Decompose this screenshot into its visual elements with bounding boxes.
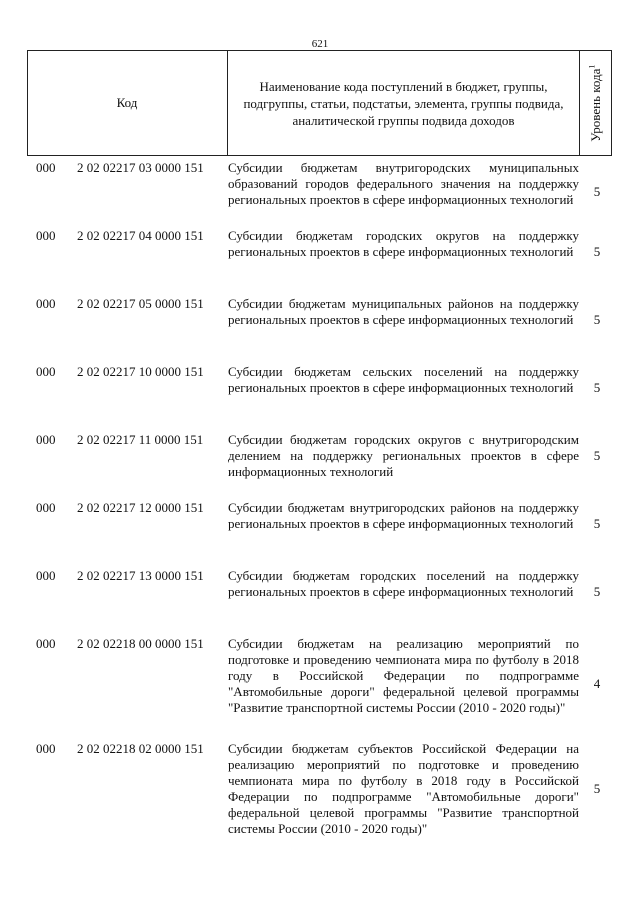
header-level-label	[587, 64, 603, 141]
header-level	[580, 51, 611, 155]
admin-code: 000	[36, 568, 56, 583]
table-row	[27, 364, 612, 432]
page-number: 621	[311, 38, 329, 50]
income-name: Субсидии бюджетам городских округов на поддержку региональных проектов в сфере информационных технологий	[228, 228, 579, 259]
income-name: Субсидии бюджетам городских поселений на поддержку региональных проектов в сфере информационных технологий	[228, 568, 579, 599]
income-code: 2 02 02217 11 0000 151	[77, 432, 204, 447]
income-name: Субсидии бюджетам на реализацию мероприятий по подготовке и проведению чемпионата мира по футболу в 2018 году в Российской Федерации по подпрограмме "Автомобильные дороги" федеральной целевой программы "Развитие транспортной системы России (2010 - 2020 годы)"	[228, 636, 579, 715]
header-name: Наименование кода поступлений в бюджет, группы, подгруппы, статьи, подстатьи, элемента, группы подвида, аналитической группы подвида доходов	[243, 78, 564, 128]
admin-code: 000	[36, 296, 56, 311]
table-row	[27, 568, 612, 636]
admin-code: 000	[36, 636, 56, 651]
header-divider	[611, 51, 612, 155]
admin-code: 000	[36, 432, 56, 447]
income-code: 2 02 02218 00 0000 151	[77, 636, 204, 651]
admin-code: 000	[36, 364, 56, 379]
admin-code: 000	[36, 160, 56, 175]
code-level: 5	[593, 584, 601, 599]
income-code: 2 02 02218 02 0000 151	[77, 741, 204, 756]
code-level: 5	[593, 516, 601, 531]
table-body	[27, 160, 612, 846]
header-level-footnote: 1	[587, 64, 597, 69]
table-row	[27, 500, 612, 568]
table-row	[27, 160, 612, 228]
income-code: 2 02 02217 03 0000 151	[77, 160, 204, 175]
header-code: Код	[116, 95, 138, 110]
header-level-text: Уровень кода	[587, 68, 603, 142]
table-row	[27, 228, 612, 296]
admin-code: 000	[36, 228, 56, 243]
income-name: Субсидии бюджетам внутригородских районов на поддержку региональных проектов в сфере информационных технологий	[228, 500, 579, 531]
code-level: 4	[593, 676, 601, 691]
code-level: 5	[593, 448, 601, 463]
income-code: 2 02 02217 10 0000 151	[77, 364, 204, 379]
income-name: Субсидии бюджетам субъектов Российской Федерации на реализацию мероприятий по подготовке и проведению чемпионата мира по футболу в 2018 году в Российской Федерации по подпрограмме "Автомобильные дороги" федеральной целевой программы "Развитие транспортной системы России (2010 - 2020 годы)"	[228, 741, 579, 836]
admin-code: 000	[36, 500, 56, 515]
income-name: Субсидии бюджетам внутригородских муниципальных образований городов федерального значения на поддержку региональных проектов в сфере информационных технологий	[228, 160, 579, 207]
income-code: 2 02 02217 13 0000 151	[77, 568, 204, 583]
table-row	[27, 741, 612, 846]
code-level: 5	[593, 781, 601, 796]
income-code: 2 02 02217 12 0000 151	[77, 500, 204, 515]
code-level: 5	[593, 312, 601, 327]
income-name: Субсидии бюджетам сельских поселений на поддержку региональных проектов в сфере информационных технологий	[228, 364, 579, 395]
admin-code: 000	[36, 741, 56, 756]
table-row	[27, 636, 612, 741]
income-name: Субсидии бюджетам городских округов с внутригородским делением на поддержку региональных проектов в сфере информационных технологий	[228, 432, 579, 479]
table-header	[27, 50, 612, 156]
income-name: Субсидии бюджетам муниципальных районов на поддержку региональных проектов в сфере информационных технологий	[228, 296, 579, 327]
income-code: 2 02 02217 05 0000 151	[77, 296, 204, 311]
code-level: 5	[593, 184, 601, 199]
code-level: 5	[593, 380, 601, 395]
table-row	[27, 296, 612, 364]
income-code: 2 02 02217 04 0000 151	[77, 228, 204, 243]
table-row	[27, 432, 612, 500]
code-level: 5	[593, 244, 601, 259]
